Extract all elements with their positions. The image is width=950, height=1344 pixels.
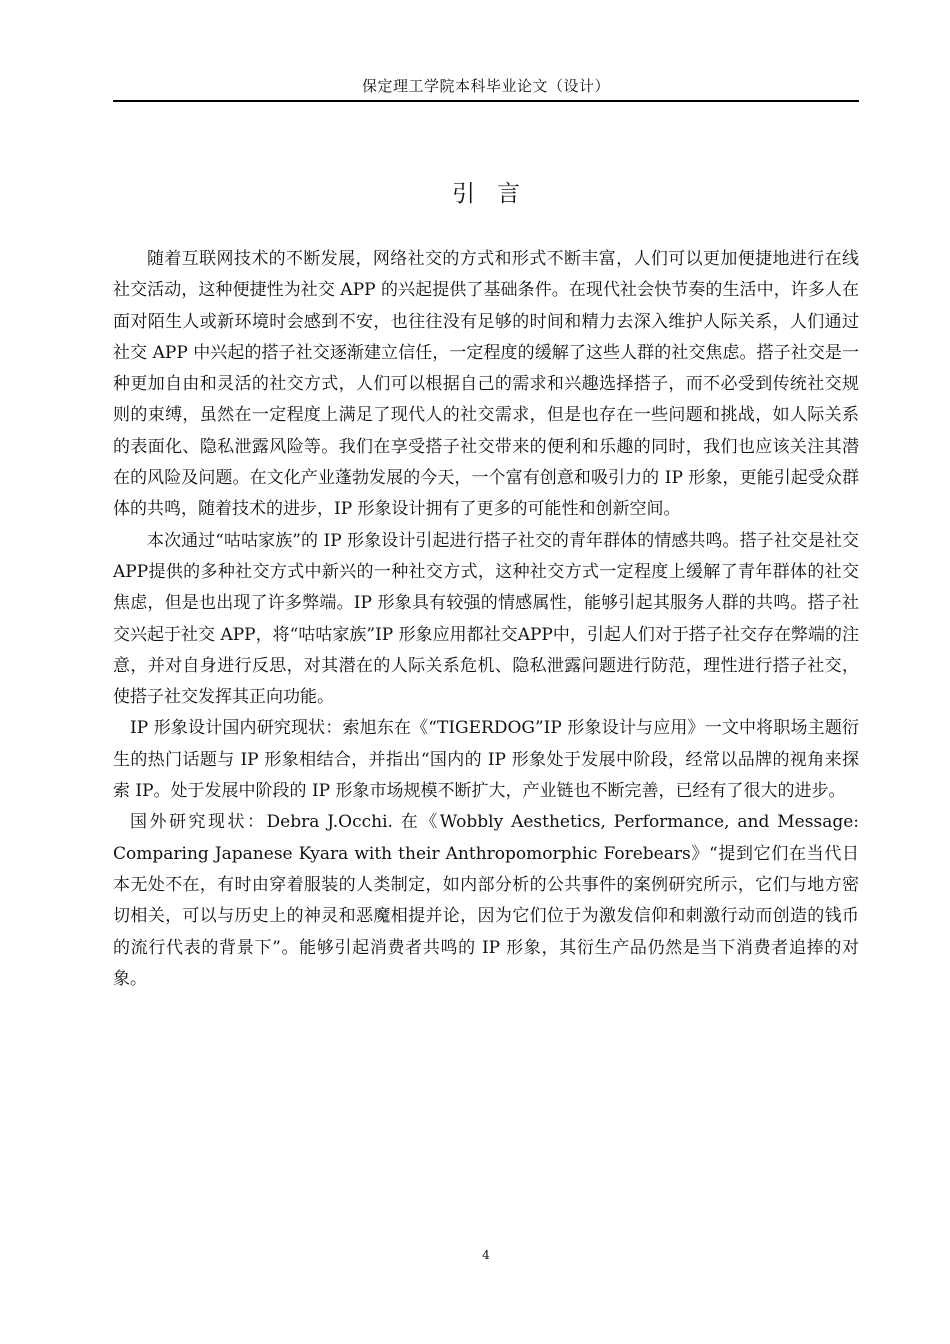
paragraph-domestic-research: IP 形象设计国内研究现状：索旭东在《“TIGERDOG”IP 形象设计与应用》一文中将职场主题衍生的热门话题与 IP 形象相结合，并指出“国内的 IP 形象处于发展中阶段，经常以品牌的视角来探索 IP。处于发展中阶段的 IP 形象市场规模不断扩大，产业链也不断完善，已经有了很大的进步。	[113, 718, 859, 802]
paragraph-background: 随着互联网技术的不断发展，网络社交的方式和形式不断丰富，人们可以更加便捷地进行在线社交活动，这种便捷性为社交 APP 的兴起提供了基础条件。在现代社会快节奏的生活中，许多人在面对陌生人或新环境时会感到不安，也往往没有足够的时间和精力去深入维护人际关系，人们通过社交 APP 中兴起的搭子社交逐渐建立信任，一定程度的缓解了这些人群的社交焦虑。搭子社交是一种更加自由和灵活的社交方式，人们可以根据自己的需求和兴趣选择搭子，而不必受到传统社交规则的束缚，虽然在一定程度上满足了现代人的社交需求，但是也存在一些问题和挑战，如人际关系的表面化、隐私泄露风险等。我们在享受搭子社交带来的便利和乐趣的同时，我们也应该关注其潜在的风险及问题。在文化产业蓬勃发展的今天，一个富有创意和吸引力的 IP 形象，更能引起受众群体的共鸣，随着技术的进步，IP 形象设计拥有了更多的可能性和创新空间。	[113, 249, 859, 520]
paragraph-design-purpose: 本次通过“咕咕家族”的 IP 形象设计引起进行搭子社交的青年群体的情感共鸣。搭子社交是社交APP提供的多种社交方式中新兴的一种社交方式，这种社交方式一定程度上缓解了青年群体的社交焦虑，但是也出现了许多弊端。IP 形象具有较强的情感属性，能够引起其服务人群的共鸣。搭子社交兴起于社交 APP，将“咕咕家族”IP 形象应用都社交APP中，引起人们对于搭子社交存在弊端的注意，并对自身进行反思，对其潜在的人际关系危机、隐私泄露问题进行防范，理性进行搭子社交，使搭子社交发挥其正向功能。	[113, 530, 859, 708]
running-header: 保定理工学院本科毕业论文（设计）	[361, 77, 610, 95]
paragraph-foreign-research: 国外研究现状：Debra J.Occhi. 在《Wobbly Aesthetics, Performance, and Message: Comparing Japanese Kyara with their Anthropomorphic Forebears》“提到它们在当代日本无处不在，有时由穿着服装的人类制定，如内部分析的公共事件的案例研究所示，它们与地方密切相关，可以与历史上的神灵和恶魔相提并论，因为它们位于为激发信仰和刺激行动而创造的钱币的流行代表的背景下”。能够引起消费者共鸣的 IP 形象，其衍生产品仍然是当下消费者追捧的对象。	[113, 812, 859, 989]
section-title: 引言	[452, 181, 542, 207]
body-text	[113, 244, 859, 995]
page-number: 4	[482, 1248, 490, 1262]
header-rule	[113, 100, 859, 102]
